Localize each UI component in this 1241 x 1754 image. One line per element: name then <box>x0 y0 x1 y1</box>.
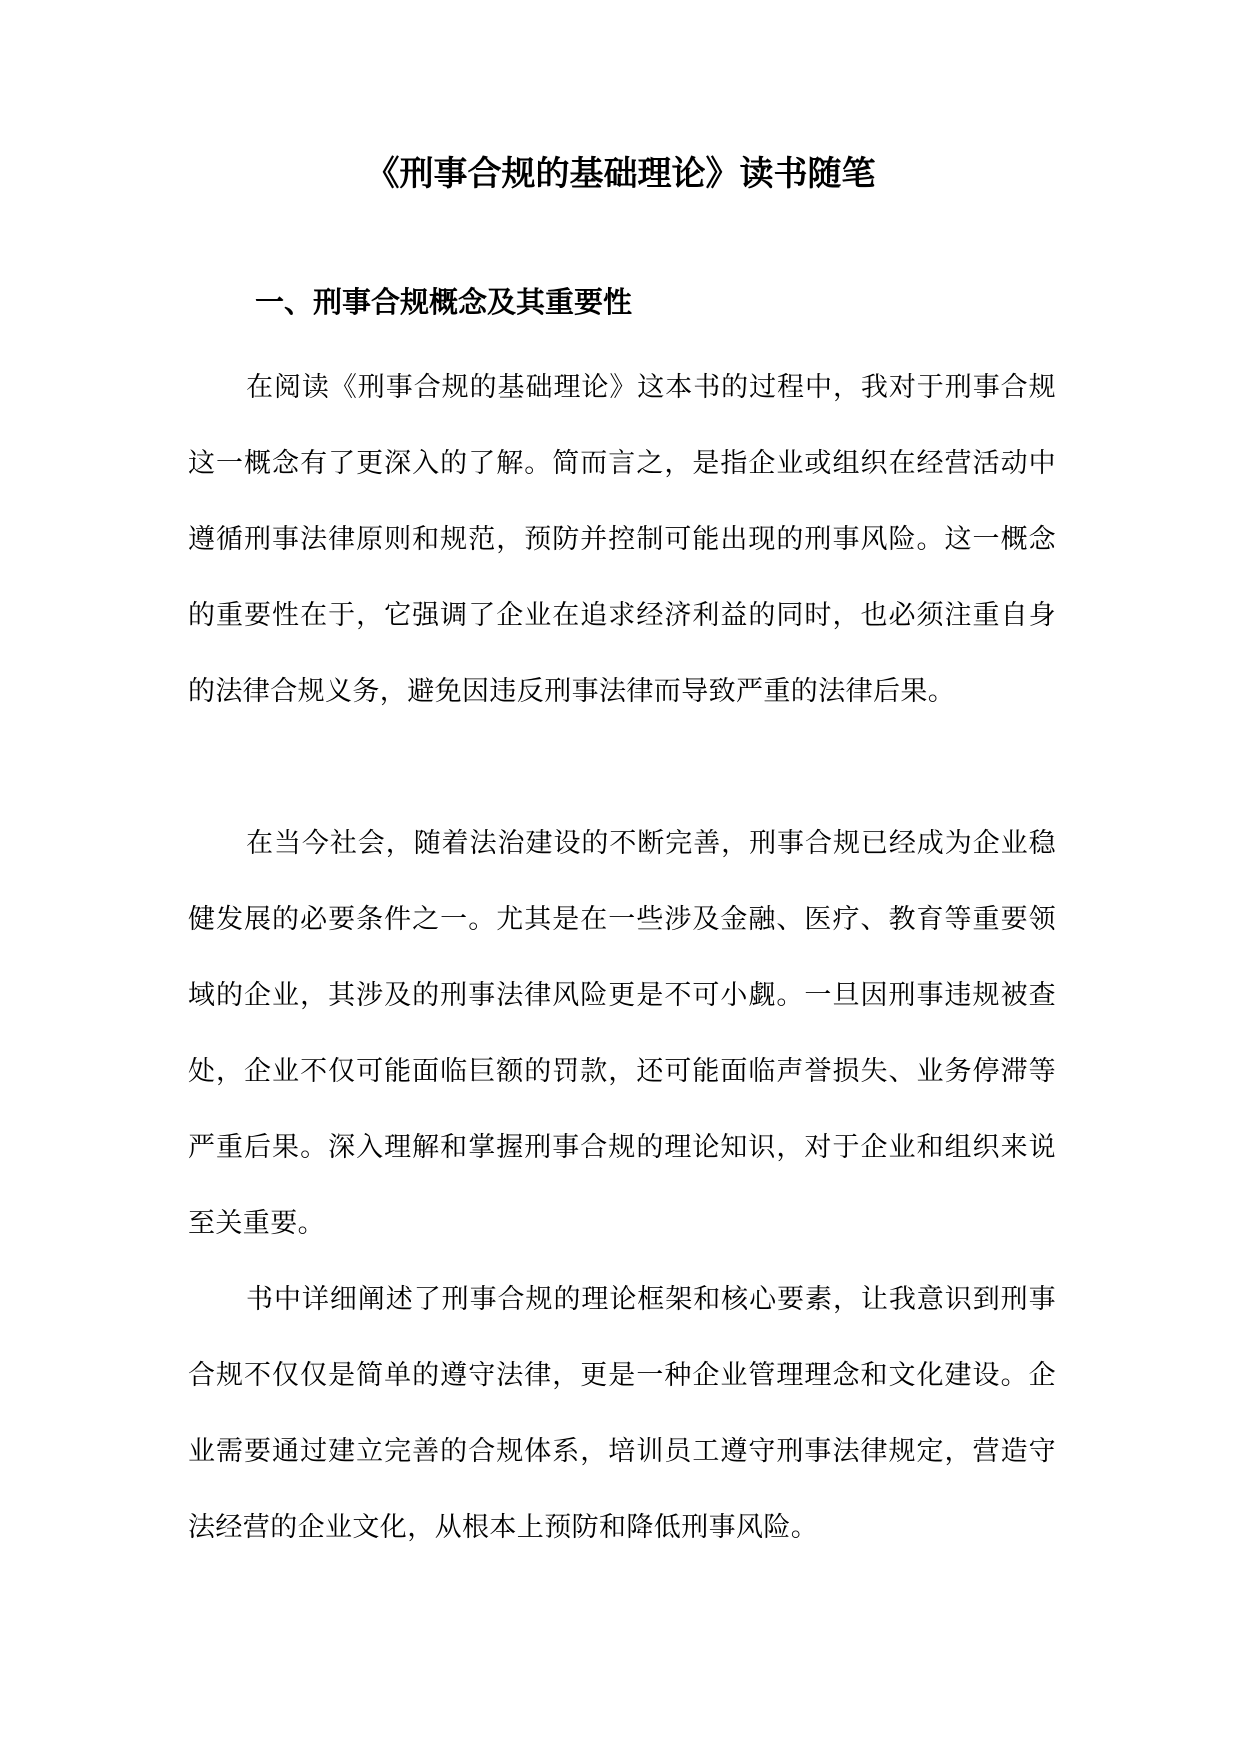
body-paragraph: 书中详细阐述了刑事合规的理论框架和核心要素，让我意识到刑事合规不仅仅是简单的遵守法律，更是一种企业管理理念和文化建设。企业需要通过建立完善的合规体系，培训员工遵守刑事法律规定，营造守法经营的企业文化，从根本上预防和降低刑事风险。 <box>188 1284 1056 1543</box>
section-heading: 一、刑事合规概念及其重要性 <box>255 285 633 319</box>
body-paragraph: 在阅读《刑事合规的基础理论》这本书的过程中，我对于刑事合规这一概念有了更深入的了解。简而言之，是指企业或组织在经营活动中遵循刑事法律原则和规范，预防并控制可能出现的刑事风险。这一概念的重要性在于，它强调了企业在追求经济利益的同时，也必须注重自身的法律合规义务，避免因违反刑事法律而导致严重的法律后果。 <box>188 372 1056 707</box>
document-title: 《刑事合规的基础理论》读书随笔 <box>365 154 876 194</box>
body-paragraph: 在当今社会，随着法治建设的不断完善，刑事合规已经成为企业稳健发展的必要条件之一。尤其是在一些涉及金融、医疗、教育等重要领域的企业，其涉及的刑事法律风险更是不可小觑。一旦因刑事违规被查处，企业不仅可能面临巨额的罚款，还可能面临声誉损失、业务停滞等严重后果。深入理解和掌握刑事合规的理论知识，对于企业和组织来说至关重要。 <box>188 828 1056 1239</box>
